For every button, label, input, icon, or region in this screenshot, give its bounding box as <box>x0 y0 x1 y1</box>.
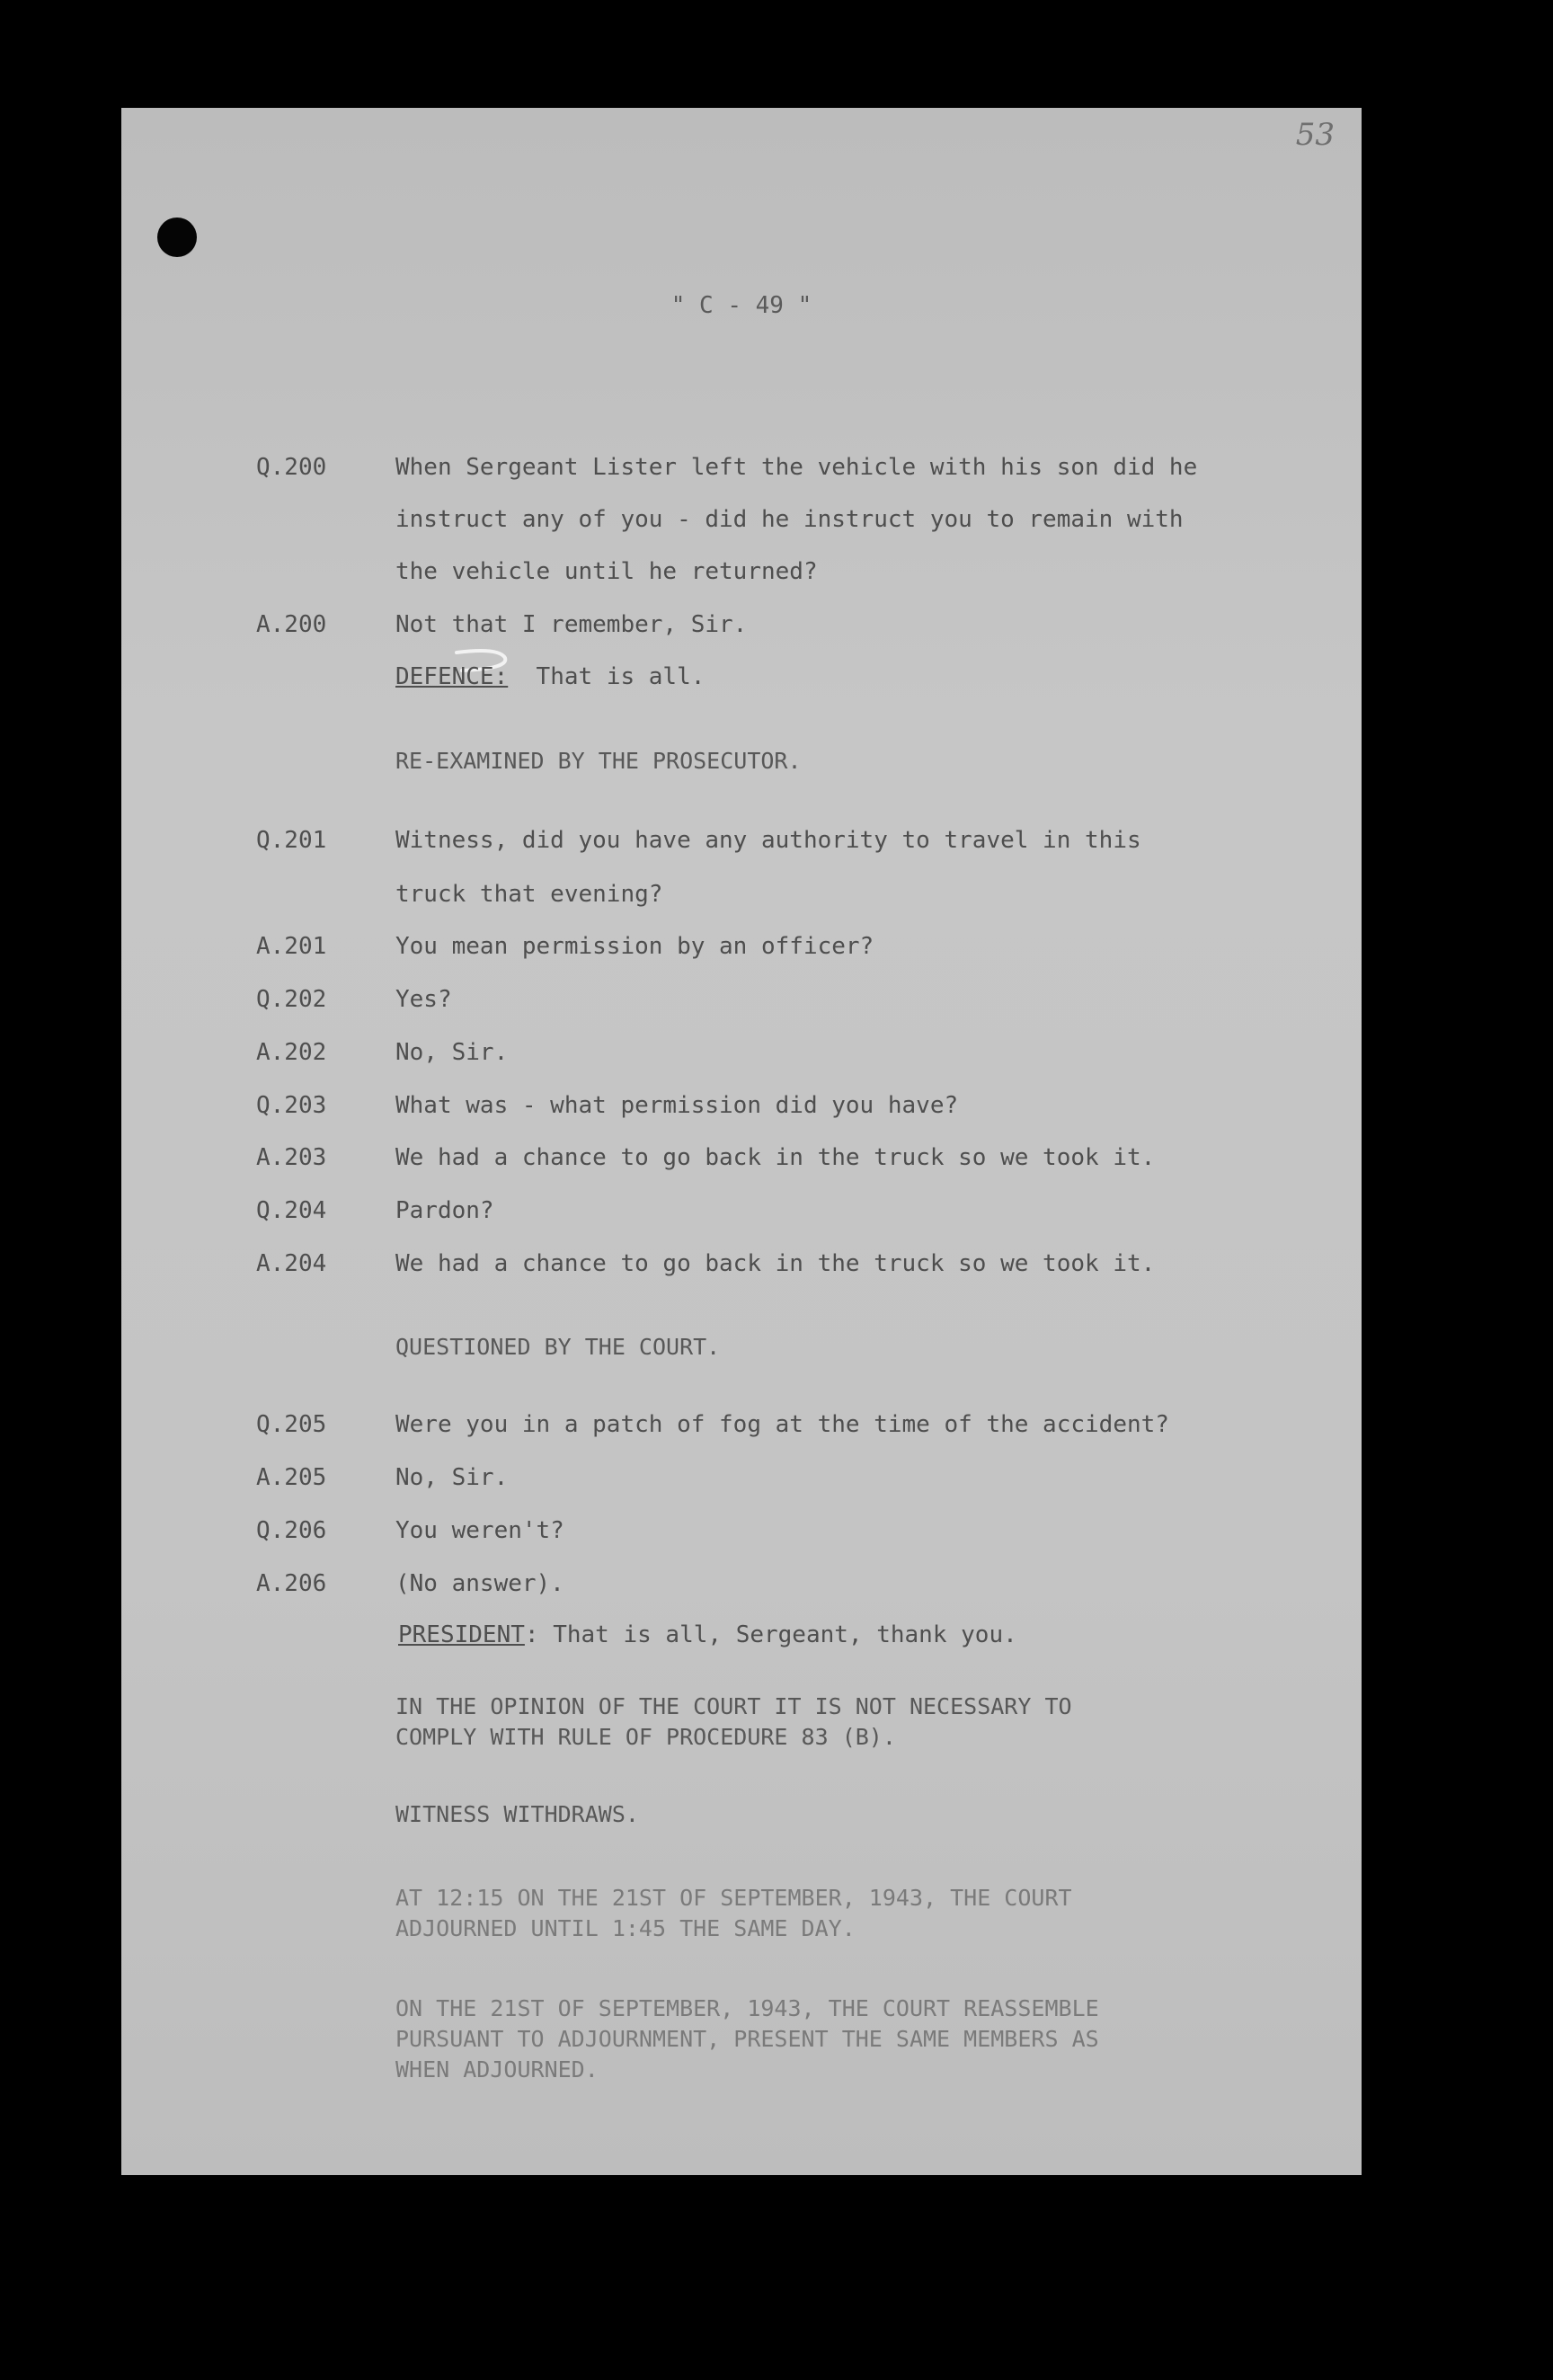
qa-text-line: What was - what permission did you have? <box>395 1092 959 1119</box>
reassembly-note <box>395 1994 1099 2085</box>
qa-text-line: No, Sir. <box>395 1039 509 1066</box>
document-page <box>121 108 1362 2175</box>
qa-text-line: Witness, did you have any authority to travel in this <box>395 827 1141 854</box>
qa-number: Q.200 <box>256 454 327 481</box>
adjournment-line: AT 12:15 ON THE 21ST OF SEPTEMBER, 1943, THE COURT <box>395 1885 1072 1911</box>
speaker-label: PRESIDENT <box>398 1621 525 1648</box>
qa-text-line: You weren't? <box>395 1517 564 1544</box>
witness-withdraws: WITNESS WITHDRAWS. <box>395 1801 639 1827</box>
qa-number: Q.204 <box>256 1197 327 1224</box>
qa-text-line: Pardon? <box>395 1197 494 1224</box>
reassembly-line: WHEN ADJOURNED. <box>395 2056 599 2082</box>
qa-number: Q.205 <box>256 1411 327 1438</box>
qa-number: A.203 <box>256 1144 327 1171</box>
adjournment-note <box>395 1883 1072 1944</box>
court-opinion <box>395 1692 1072 1753</box>
qa-number: Q.201 <box>256 827 327 854</box>
speaker-text: That is all. <box>536 663 706 690</box>
page-header: " C - 49 " <box>670 292 812 319</box>
qa-text-line: We had a chance to go back in the truck so we took it. <box>395 1250 1156 1277</box>
speaker-label: DEFENCE: <box>395 663 509 690</box>
qa-text-line: Not that I remember, Sir. <box>395 611 748 638</box>
qa-number: A.200 <box>256 611 327 638</box>
section-heading: RE-EXAMINED BY THE PROSECUTOR. <box>395 748 802 774</box>
qa-text-line: You mean permission by an officer? <box>395 933 874 960</box>
speaker-text: : That is all, Sergeant, thank you. <box>524 1621 1017 1648</box>
reassembly-line: ON THE 21ST OF SEPTEMBER, 1943, THE COURT REASSEMBLE <box>395 1995 1099 2021</box>
qa-text-line: We had a chance to go back in the truck so we took it. <box>395 1144 1156 1171</box>
qa-text-line: No, Sir. <box>395 1464 509 1491</box>
opinion-line: IN THE OPINION OF THE COURT IT IS NOT NECESSARY TO <box>395 1693 1072 1719</box>
qa-number: A.202 <box>256 1039 327 1066</box>
qa-number: A.205 <box>256 1464 327 1491</box>
qa-number: A.201 <box>256 933 327 960</box>
opinion-line: COMPLY WITH RULE OF PROCEDURE 83 (B). <box>395 1724 896 1750</box>
adjournment-line: ADJOURNED UNTIL 1:45 THE SAME DAY. <box>395 1915 856 1941</box>
punch-hole <box>157 218 197 257</box>
qa-text-line: Were you in a patch of fog at the time of the accident? <box>395 1411 1169 1438</box>
qa-number: Q.203 <box>256 1092 327 1119</box>
qa-number: Q.202 <box>256 986 327 1013</box>
qa-number: Q.206 <box>256 1517 327 1544</box>
qa-number: A.206 <box>256 1570 327 1597</box>
section-heading: QUESTIONED BY THE COURT. <box>395 1334 721 1360</box>
page-number: 53 <box>1295 117 1335 153</box>
qa-text-line: truck that evening? <box>395 881 663 908</box>
qa-number: A.204 <box>256 1250 327 1277</box>
qa-text-line: (No answer). <box>395 1570 564 1597</box>
qa-text-line: instruct any of you - did he instruct you to remain with <box>395 506 1184 533</box>
reassembly-line: PURSUANT TO ADJOURNMENT, PRESENT THE SAME MEMBERS AS <box>395 2026 1099 2052</box>
qa-text-line: Yes? <box>395 986 452 1013</box>
qa-text-line: the vehicle until he returned? <box>395 558 818 585</box>
qa-text-line: When Sergeant Lister left the vehicle with his son did he <box>395 454 1198 481</box>
